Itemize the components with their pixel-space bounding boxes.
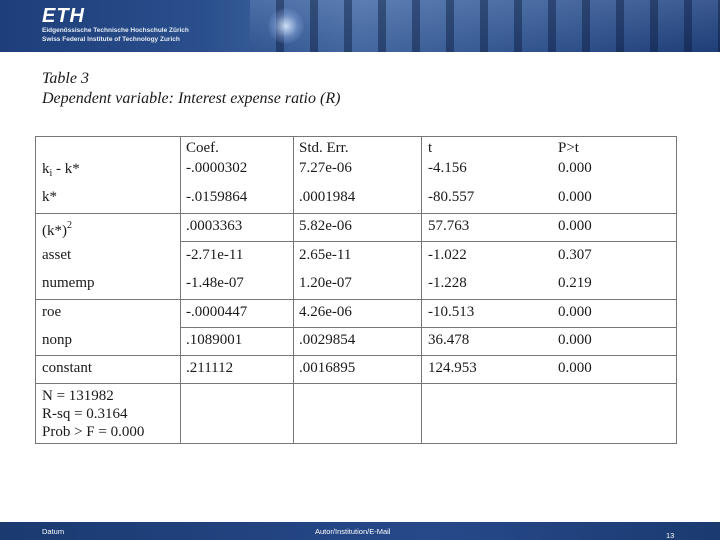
header-banner: [0, 0, 720, 52]
coef-cell: -.0000302: [186, 160, 248, 176]
t-cell: -1.022: [428, 247, 467, 263]
var-name: constant: [42, 360, 92, 376]
column-divider: [421, 137, 422, 443]
se-cell: 7.27e-06: [299, 160, 352, 176]
footer-date: Datum: [42, 527, 65, 536]
stat-prob-f: Prob > F = 0.000: [42, 424, 145, 440]
coef-cell: -2.71e-11: [186, 247, 244, 263]
p-cell: 0.000: [558, 332, 592, 348]
footer-bar: [0, 522, 720, 540]
page-number: 13: [666, 531, 675, 540]
row-divider: [36, 213, 676, 214]
t-cell: -1.228: [428, 275, 467, 291]
table-title: Table 3: [42, 70, 89, 87]
var-name: $(k*)^2$: [42, 220, 72, 239]
t-cell: -80.557: [428, 189, 475, 205]
var-name: $k_i - k*$: [42, 161, 80, 179]
column-divider: [180, 137, 181, 443]
coef-cell: .211112: [186, 360, 234, 376]
se-cell: .0001984: [299, 189, 356, 205]
p-cell: 0.000: [558, 304, 592, 320]
coef-cell: -1.48e-07: [186, 275, 244, 291]
p-cell: 0.219: [558, 275, 592, 291]
p-cell: 0.000: [558, 218, 592, 234]
row-divider: [36, 355, 676, 356]
regression-table: [35, 136, 677, 444]
var-name: k*: [42, 189, 57, 205]
se-cell: .0029854: [299, 332, 356, 348]
t-cell: 36.478: [428, 332, 470, 348]
var-name: nonp: [42, 332, 72, 348]
se-cell: 4.26e-06: [299, 304, 352, 320]
eth-logo: ETH: [42, 5, 85, 27]
header-coef: Coef.: [186, 140, 219, 156]
logo-subtitle-en: Swiss Federal Institute of Technology Zurich: [42, 36, 180, 43]
se-cell: 1.20e-07: [299, 275, 352, 291]
t-cell: 57.763: [428, 218, 470, 234]
coef-cell: .0003363: [186, 218, 243, 234]
row-divider: [180, 241, 676, 242]
header-t: t: [428, 140, 433, 156]
var-name: asset: [42, 247, 72, 263]
lamp-glow: [268, 8, 304, 44]
stat-rsq: R-sq = 0.3164: [42, 406, 128, 422]
var-name: roe: [42, 304, 62, 320]
building-photo: [250, 0, 720, 52]
row-divider: [180, 327, 676, 328]
t-cell: -4.156: [428, 160, 467, 176]
p-cell: 0.000: [558, 189, 592, 205]
coef-cell: -.0000447: [186, 304, 248, 320]
coef-cell: -.0159864: [186, 189, 248, 205]
row-divider: [36, 383, 676, 384]
se-cell: .0016895: [299, 360, 356, 376]
se-cell: 2.65e-11: [299, 247, 352, 263]
t-cell: -10.513: [428, 304, 475, 320]
footer-author: Autor/Institution/E-Mail: [315, 527, 391, 536]
var-name: numemp: [42, 275, 95, 291]
table-subtitle: Dependent variable: Interest expense ratio (R): [42, 90, 341, 107]
column-divider: [293, 137, 294, 443]
t-cell: 124.953: [428, 360, 477, 376]
coef-cell: .1089001: [186, 332, 243, 348]
header-p: P>t: [558, 140, 579, 156]
stat-n: N = 131982: [42, 388, 114, 404]
p-cell: 0.000: [558, 160, 592, 176]
header-std-err: Std. Err.: [299, 140, 349, 156]
p-cell: 0.307: [558, 247, 592, 263]
p-cell: 0.000: [558, 360, 592, 376]
se-cell: 5.82e-06: [299, 218, 352, 234]
logo-subtitle-de: Eidgenössische Technische Hochschule Zürich: [42, 27, 189, 34]
row-divider: [36, 299, 676, 300]
